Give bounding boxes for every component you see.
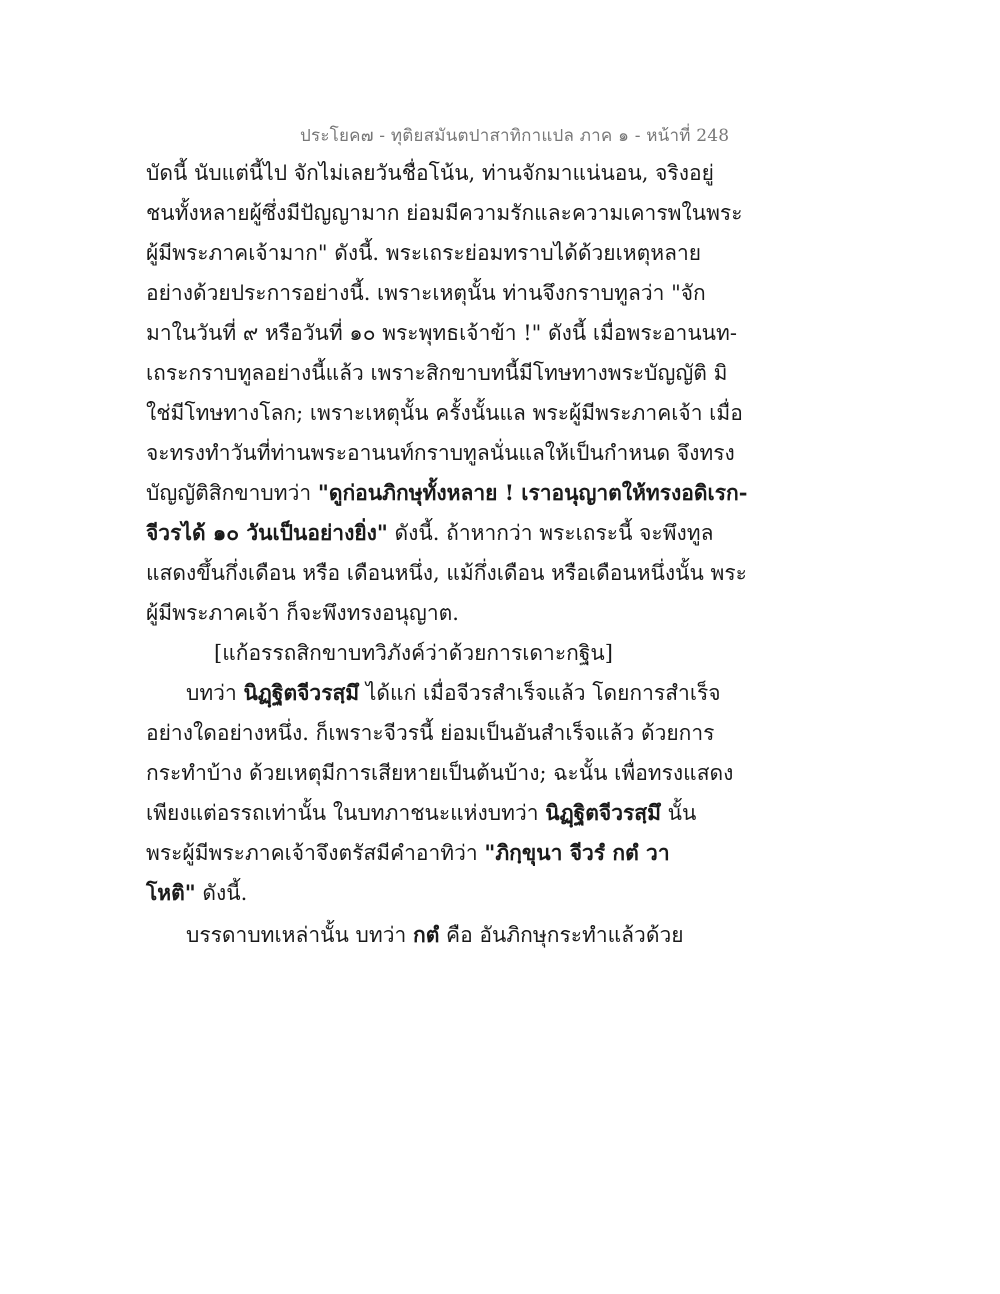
text-line: เพียงแต่อรรถเท่านั้น ในบทภาชนะแห่งบทว่า นิฏฺฐิตจีวรสฺมึ นั้น	[146, 800, 697, 825]
text-line: บัดนี้ นับแต่นี้ไป จักไม่เลยวันชื่อโน้น, ท่านจักมาแน่นอน, จริงอยู่	[146, 161, 714, 185]
text-line: บทว่า นิฏฺฐิตจีวรสฺมึ ได้แก่ เมื่อจีวรสำเร็จแล้ว โดยการสำเร็จ	[186, 680, 721, 705]
text-line: เถระกราบทูลอย่างนี้แล้ว เพราะสิกขาบทนี้มีโทษทางพระบัญญัติ มิ	[146, 361, 728, 385]
text-line: แสดงขึ้นกึ่งเดือน หรือ เดือนหนึ่ง, แม้กึ่งเดือน หรือเดือนหนึ่งนั้น พระ	[146, 561, 747, 585]
page-header: ประโยค๗ - ทุติยสมันตปาสาทิกาแปล ภาค ๑ - หน้าที่ 248	[300, 126, 730, 146]
text-line: บรรดาบทเหล่านั้น บทว่า กตํ คือ อันภิกษุกระทำแล้วด้วย	[186, 922, 684, 947]
text-line: อย่างด้วยประการอย่างนี้. เพราะเหตุนั้น ท่านจึงกราบทูลว่า "จัก	[146, 281, 706, 305]
text-line: พระผู้มีพระภาคเจ้าจึงตรัสมีคำอาทิว่า "ภิกฺขุนา จีวรํ กตํ วา	[146, 840, 670, 865]
text-line: กระทำบ้าง ด้วยเหตุมีการเสียหายเป็นต้นบ้าง; ฉะนั้น เพื่อทรงแสดง	[146, 761, 734, 785]
text-line: โหติ" ดังนี้.	[146, 880, 248, 905]
text-line: ผู้มีพระภาคเจ้ามาก" ดังนี้. พระเถระย่อมทราบได้ด้วยเหตุหลาย	[146, 241, 702, 265]
text-line: ใช่มีโทษทางโลก; เพราะเหตุนั้น ครั้งนั้นแล พระผู้มีพระภาคเจ้า เมื่อ	[146, 401, 743, 425]
text-line: จะทรงทำวันที่ท่านพระอานนท์กราบทูลนั่นแลให้เป็นกำหนด จึงทรง	[146, 441, 735, 465]
text-line: มาในวันที่ ๙ หรือวันที่ ๑๐ พระพุทธเจ้าข้า !" ดังนี้ เมื่อพระอานนท-	[146, 321, 737, 345]
text-line: จีวรได้ ๑๐ วันเป็นอย่างยิ่ง" ดังนี้. ถ้าหากว่า พระเถระนี้ จะพึงทูล	[146, 520, 714, 545]
section-heading: [แก้อรรถสิกขาบทวิภังค์ว่าด้วยการเดาะกฐิน]	[214, 641, 613, 665]
text-line: ชนทั้งหลายผู้ซึ่งมีปัญญามาก ย่อมมีความรักและความเคารพในพระ	[146, 201, 743, 225]
text-line: บัญญัติสิกขาบทว่า "ดูก่อนภิกษุทั้งหลาย ! เราอนุญาตให้ทรงอดิเรก-	[146, 480, 748, 505]
text-line: อย่างใดอย่างหนึ่ง. ก็เพราะจีวรนี้ ย่อมเป็นอันสำเร็จแล้ว ด้วยการ	[146, 721, 715, 745]
text-line: ผู้มีพระภาคเจ้า ก็จะพึงทรงอนุญาต.	[146, 601, 459, 625]
